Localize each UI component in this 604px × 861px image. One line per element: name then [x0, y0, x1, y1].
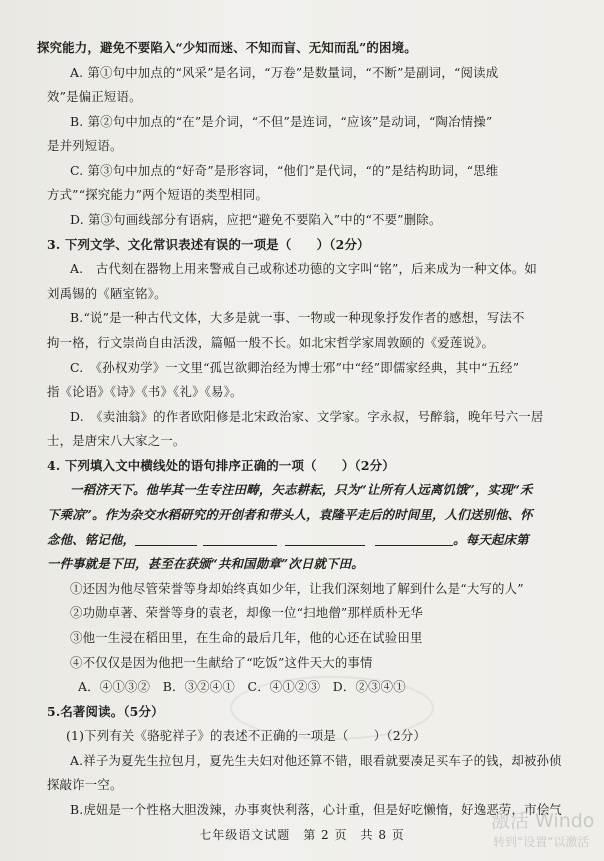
page-footer: 七年级语文试题 第 2 页 共 8 页: [199, 828, 405, 842]
text-line: 士，是唐宋八大家之一。: [47, 433, 186, 448]
question-5-1-title: (1)下列有关《骆驼祥子》的表述不正确的一项是（ ）（2分）: [66, 728, 426, 743]
text-line: 是并列短语。: [47, 138, 123, 153]
text-line: C. 第③句中加点的“好奇”是形容词，“他们”是代词，“的”是结构助词，“思维: [70, 163, 499, 178]
option-sentence-3: ③他一生浸在稻田里，在生命的最后几年，他的心还在试验田里: [70, 630, 423, 645]
text-line: A. 第①句中加点的“风采”是名词，“万卷”是数量词，“不断”是副词，“阅读成: [70, 65, 499, 80]
text-line: 拘一格，行文崇尚自由活泼，篇幅一般不长。如北宋哲学家周敦颐的《爱莲说》。: [47, 335, 495, 350]
windows-activation-hint: 转到“设置”以激活: [493, 835, 590, 849]
text-line: 指《论语》《诗》《书》《礼》《易》。: [47, 384, 243, 399]
answer-blank-3[interactable]: [285, 531, 365, 546]
text-line: 方式”“探究能力”两个短语的类型相同。: [47, 187, 269, 202]
text-line: C. 《孙权劝学》一文里“孤岂欲卿治经为博士邪”中“经”即儒家经典，其中“五经”: [70, 360, 520, 375]
question-3-title: 3. 下列文学、文化常识表述有误的一项是（ ）（2分）: [47, 237, 370, 252]
text-line: 刘禹锡的《陋室铭》。: [47, 286, 167, 301]
text-line: B. 第②句中加点的“在”是介词，“不但”是连词，“应该”是动词，“陶冶情操”: [70, 114, 493, 129]
text-line: 效”是偏正短语。: [47, 89, 142, 104]
option-sentence-1: ①还因为他尽管荣誉等身却始终真如少年，让我们深刻地了解到什么是“大写的人”: [70, 581, 524, 596]
option-b-text: B.虎妞是一个性格大胆泼辣，办事爽快利落，心计重，但是好吃懒惰，好逸恶劳，市侩气: [70, 802, 562, 817]
passage-text-end: 。每天起床第: [453, 532, 529, 547]
option-a-text: A.祥子为夏先生拉包月，夏先生夫妇对他还算不错，眼看就要凑足买车子的钱，却被孙侦: [70, 753, 562, 768]
text-line: D. 《卖油翁》的作者欧阳修是北宋政治家、文学家。字永叔，号醉翁，晚年号六一居: [70, 409, 544, 424]
option-sentence-2: ②功勋卓著、荣誉等身的袁老，却像一位“扫地僧”那样质朴无华: [70, 605, 424, 620]
question-4-title: 4. 下列填入文中横线处的语句排序正确的一项（ ）（2分）: [47, 458, 395, 473]
passage-line: 一件事就是下田，甚至在获颁“共和国勋章”次日就下田。: [47, 556, 364, 571]
passage-text: 念他、铭记他，: [47, 532, 136, 547]
answer-blank-4[interactable]: [375, 531, 453, 546]
passage-line: 下乘凉”。作为杂交水稻研究的开创者和带头人，袁隆平走后的时间里，人们送别他、怀: [47, 507, 533, 522]
answer-blank-1[interactable]: [135, 531, 197, 546]
windows-activation-watermark: 激活 Windo: [491, 810, 595, 832]
text-line: B.“说”是一种古代文体，大多是就一事、一物或一种现象抒发作者的感想，写法不: [70, 310, 525, 325]
answer-choices: A．④①③② B．③②④① C．④①②③ D．②③④①: [78, 679, 406, 694]
text-line: 探究能力，避免不要陷入“少知而迷、不知而盲、无知而乱”的困境。: [37, 40, 417, 55]
text-line: A. 古代刻在器物上用来警戒自己或称述功德的文字叫“铭”，后来成为一种文体。如: [70, 261, 538, 276]
question-5-title: 5.名著阅读。（5分）: [47, 704, 164, 719]
option-sentence-4: ④不仅仅是因为他把一生献给了“吃饭”这件天大的事情: [70, 655, 373, 670]
passage-line: 一稻济天下。他毕其一生专注田畴，矢志耕耘，只为“让所有人远离饥饿”，实现“禾: [70, 482, 533, 497]
text-line: 探敲诈一空。: [47, 777, 123, 792]
passage-line-with-blanks: [47, 530, 604, 550]
answer-blank-2[interactable]: [203, 531, 277, 546]
text-line: D. 第③句画线部分有语病，应把“避免不要陷入”中的“不要”删除。: [70, 212, 442, 227]
